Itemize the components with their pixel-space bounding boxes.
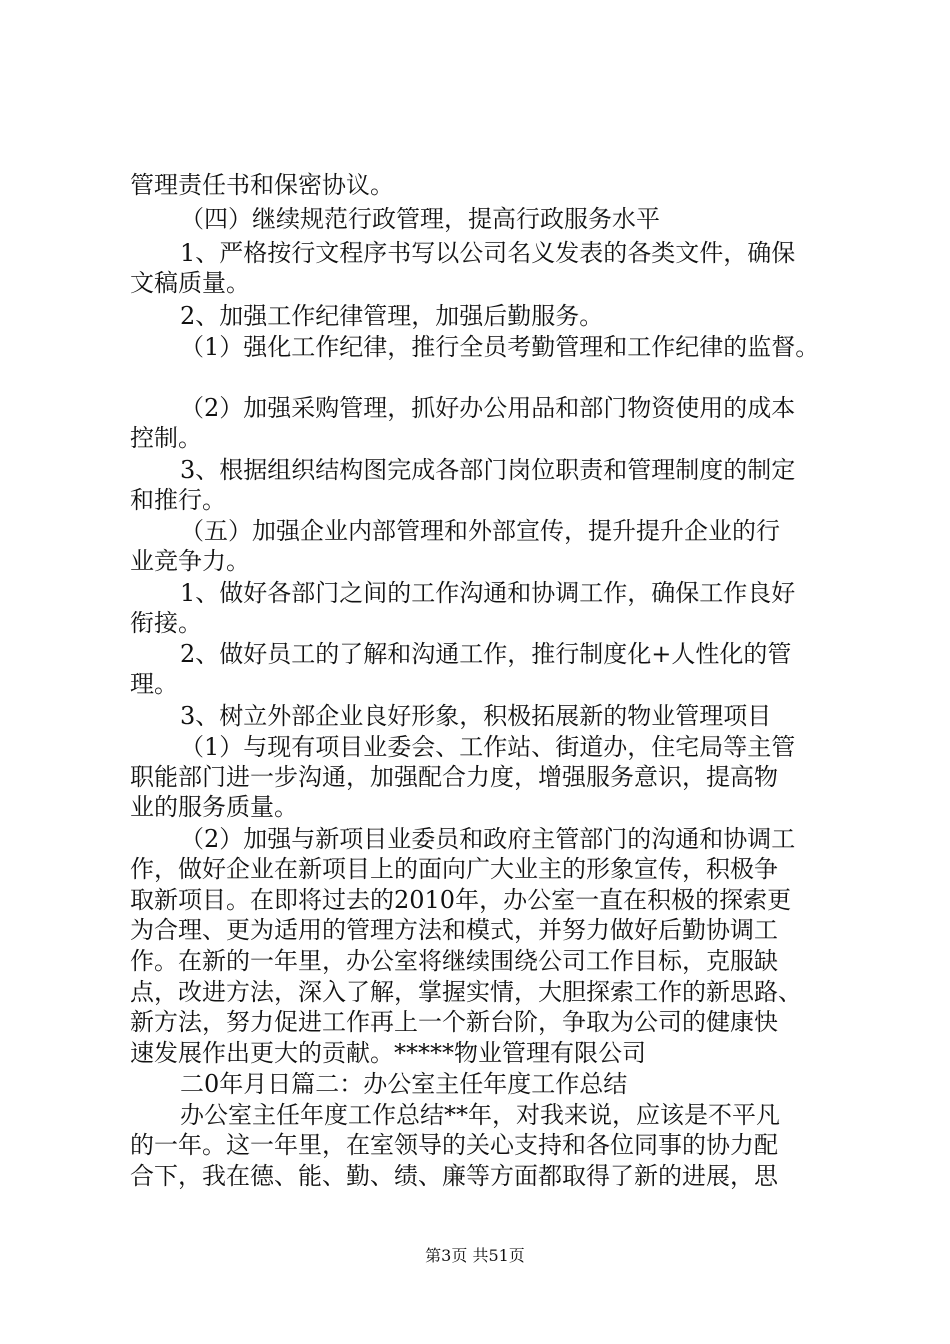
text-line: 为合理、更为适用的管理方法和模式，并努力做好后勤协调工 (130, 916, 778, 944)
text-line: 业的服务质量。 (130, 793, 298, 821)
text-line: 新方法，努力促进工作再上一个新台阶，争取为公司的健康快 (130, 1008, 778, 1036)
text-line: 的一年。这一年里，在室领导的关心支持和各位同事的协力配 (130, 1131, 778, 1159)
section-heading: （四）继续规范行政管理，提高行政服务水平 (180, 205, 660, 233)
text-line: 2、加强工作纪律管理，加强后勤服务。 (180, 302, 604, 330)
section-heading: （五）加强企业内部管理和外部宣传，提升提升企业的行 (180, 517, 780, 545)
text-line: 办公室主任年度工作总结**年，对我来说，应该是不平凡 (180, 1101, 780, 1129)
text-line: 衔接。 (130, 609, 202, 637)
text-line: 作，做好企业在新项目上的面向广大业主的形象宣传，积极争 (130, 855, 778, 883)
text-line: 3、树立外部企业良好形象，积极拓展新的物业管理项目 (180, 702, 772, 730)
text-line: 1、做好各部门之间的工作沟通和协调工作，确保工作良好 (180, 579, 796, 607)
text-line: 职能部门进一步沟通，加强配合力度，增强服务意识，提高物 (130, 763, 778, 791)
text-line: 3、根据组织结构图完成各部门岗位职责和管理制度的制定 (180, 456, 796, 484)
text-line: （1）与现有项目业委会、工作站、街道办，住宅局等主管 (180, 733, 796, 761)
text-line: 取新项目。在即将过去的2010年，办公室一直在积极的探索更 (130, 886, 792, 914)
text-line: 2、做好员工的了解和沟通工作，推行制度化+人性化的管 (180, 640, 792, 668)
text-line: 管理责任书和保密协议。 (130, 171, 394, 199)
text-line: 速发展作出更大的贡献。*****物业管理有限公司 (130, 1039, 646, 1067)
text-line: 业竞争力。 (130, 547, 250, 575)
section-heading: 二0年月日篇二：办公室主任年度工作总结 (180, 1070, 628, 1098)
text-line: 控制。 (130, 424, 202, 452)
text-line: （1）强化工作纪律，推行全员考勤管理和工作纪律的监督。 (180, 333, 820, 361)
text-line: 文稿质量。 (130, 269, 250, 297)
text-line: 和推行。 (130, 486, 226, 514)
text-line: 1、严格按行文程序书写以公司名义发表的各类文件，确保 (180, 239, 796, 267)
page-number: 第3页 共51页 (425, 1246, 525, 1265)
text-line: 点，改进方法，深入了解，掌握实情，大胆探索工作的新思路、 (130, 978, 802, 1006)
text-line: 作。在新的一年里，办公室将继续围绕公司工作目标，克服缺 (130, 947, 778, 975)
text-line: （2）加强采购管理，抓好办公用品和部门物资使用的成本 (180, 394, 796, 422)
text-line: 合下，我在德、能、勤、绩、廉等方面都取得了新的进展，思 (130, 1162, 778, 1190)
text-line: 理。 (130, 670, 178, 698)
text-line: （2）加强与新项目业委员和政府主管部门的沟通和协调工 (180, 825, 796, 853)
